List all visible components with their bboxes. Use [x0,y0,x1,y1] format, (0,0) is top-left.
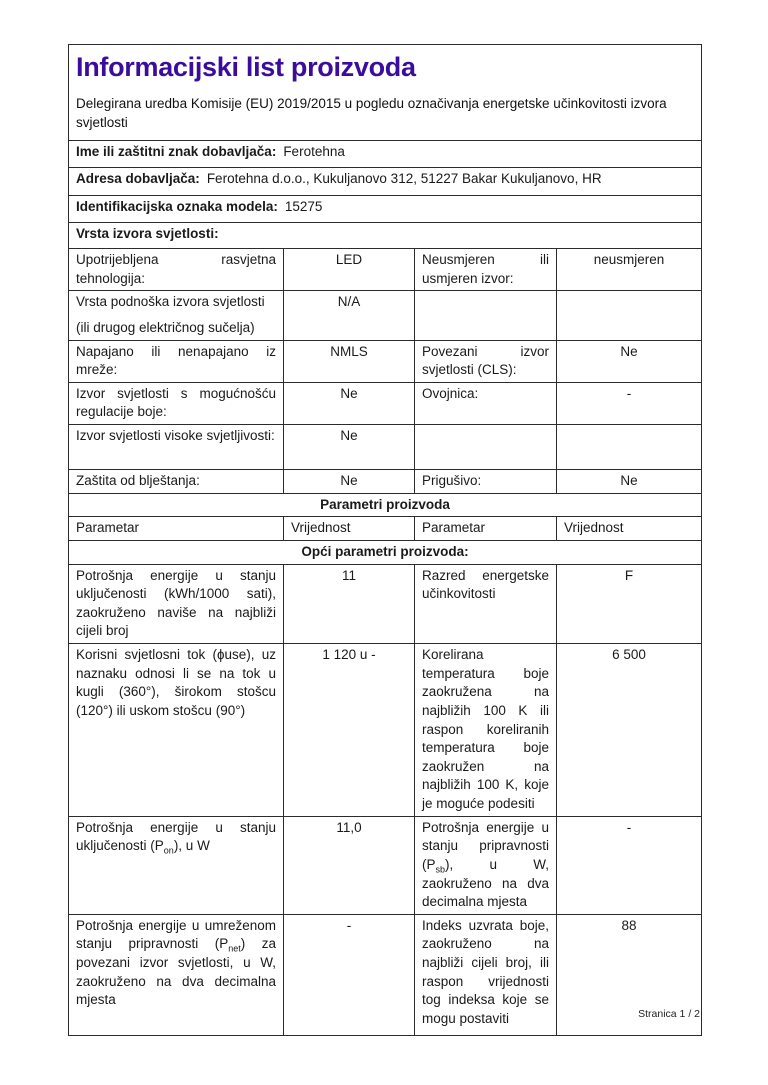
param-cell: Povezani izvor svjetlosti (CLS): [415,340,557,382]
param-cell [415,291,557,340]
param-cell: Indeks uzvrata boje, zaokruženo na najbliži cijeli broj, ili raspon vrijednosti tog indeksa koje se mogu postaviti [415,914,557,1035]
section-product-params: Parametri proizvoda [69,493,702,517]
light-source-type-cell [69,223,702,249]
param-cell: Ovojnica: [415,382,557,424]
supplier-address-cell [69,168,702,196]
param-text: Potrošnja energije u stanju pripravnosti (P [422,819,549,872]
table-row [69,340,702,382]
param-cell [415,425,557,470]
section-row [69,493,702,517]
param-cell: Korisni svjetlosni tok (ɸuse), uz naznaku odnosi li se na tok u kugli (360°), širokom stošcu (120°) ili uskom stošcu (90°) [69,644,284,817]
param-text: ), u W, zaokruženo na dva decimalna mjesta [422,856,549,910]
page-title: Informacijski list proizvoda [76,52,416,82]
param-cell: Korelirana temperatura boje zaokružena na najbližih 100 K ili raspon koreliranih temperatura boje zaokružen na najbližih 100 K, koje je moguće podesiti [415,644,557,817]
table-row [69,470,702,494]
table-row [69,644,702,817]
supplier-name-value: Ferotehna [283,144,345,159]
model-id-label: Identifikacijska oznaka modela: [76,199,278,214]
param-cell [69,914,284,1035]
light-source-type-row [69,223,702,249]
table-row [69,425,702,470]
param-cell [69,291,284,340]
value-cell: F [557,564,702,644]
supplier-name-label: Ime ili zaštitni znak dobavljača: [76,144,277,159]
value-cell: LED [284,249,415,291]
param-cell: Upotrijebljena rasvjetna tehnologija: [69,249,284,291]
model-id-cell [69,196,702,223]
param-cell: Razred energetske učinkovitosti [415,564,557,644]
value-cell: 1 120 u - [284,644,415,817]
value-cell: Ne [284,425,415,470]
value-cell [557,291,702,340]
section-general-params: Opći parametri proizvoda: [69,540,702,564]
column-header-row [69,517,702,541]
column-header: Parametar [69,517,284,541]
table-row [69,291,702,340]
param-cell: Neusmjeren ili usmjeren izvor: [415,249,557,291]
param-cell [415,816,557,914]
supplier-name-row [69,141,702,168]
subscript: on [163,845,174,856]
subscript: net [228,944,241,955]
light-source-type-heading: Vrsta izvora svjetlosti: [76,226,219,241]
param-line-2: (ili drugog električnog sučelja) [76,319,255,335]
supplier-name-cell [69,141,702,168]
column-header: Vrijednost [284,517,415,541]
value-cell: - [284,914,415,1035]
value-cell: 88 [557,914,702,1035]
model-id-value: 15275 [284,199,323,214]
value-cell: Ne [557,470,702,494]
table-row [69,249,702,291]
table-row [69,382,702,424]
section-row [69,540,702,564]
value-cell: neusmjeren [557,249,702,291]
param-text: Potrošnja energije u umreženom stanju pripravnosti (P [76,917,276,952]
value-cell [557,425,702,470]
param-text: Potrošnja energije u stanju uključenosti (P [76,819,276,854]
regulation-subtitle: Delegirana uredba Komisije (EU) 2019/2015 u pogledu označivanja energetske učinkovitosti izvora svjetlosti [76,96,667,130]
value-cell: - [557,816,702,914]
value-cell: Ne [557,340,702,382]
table-row [69,914,702,1035]
value-cell: 11 [284,564,415,644]
table-row [69,816,702,914]
subscript: sb [435,864,446,875]
value-cell: Ne [284,382,415,424]
column-header: Parametar [415,517,557,541]
param-cell: Zaštita od blještanja: [69,470,284,494]
param-cell: Napajano ili nenapajano iz mreže: [69,340,284,382]
param-cell: Potrošnja energije u stanju uključenosti (kWh/1000 sati), zaokruženo naviše na najbliži cijeli broj [69,564,284,644]
value-cell: - [557,382,702,424]
param-cell: Izvor svjetlosti s mogućnošću regulacije boje: [69,382,284,424]
param-text: ), u W [173,838,210,854]
model-id-row [69,196,702,223]
table-row [69,564,702,644]
param-cell: Izvor svjetlosti visoke svjetljivosti: [69,425,284,470]
value-cell: N/A [284,291,415,340]
param-line-1: Vrsta podnoška izvora svjetlosti [76,294,265,310]
title-cell [69,45,702,141]
param-text: ) za povezani izvor svjetlosti, u W, zaokruženo na dva decimalna mjesta [76,936,276,1008]
value-cell: 11,0 [284,816,415,914]
param-cell: Prigušivo: [415,470,557,494]
param-cell [69,816,284,914]
page-number: Stranica 1 / 2 [638,1008,700,1020]
supplier-address-row [69,168,702,196]
value-cell: NMLS [284,340,415,382]
title-row [69,45,702,141]
product-information-table [68,44,702,1036]
value-cell: 6 500 [557,644,702,817]
supplier-address-value: Ferotehna d.o.o., Kukuljanovo 312, 51227 Bakar Kukuljanovo, HR [206,171,602,186]
column-header: Vrijednost [557,517,702,541]
value-cell: Ne [284,470,415,494]
supplier-address-label: Adresa dobavljača: [76,171,200,186]
